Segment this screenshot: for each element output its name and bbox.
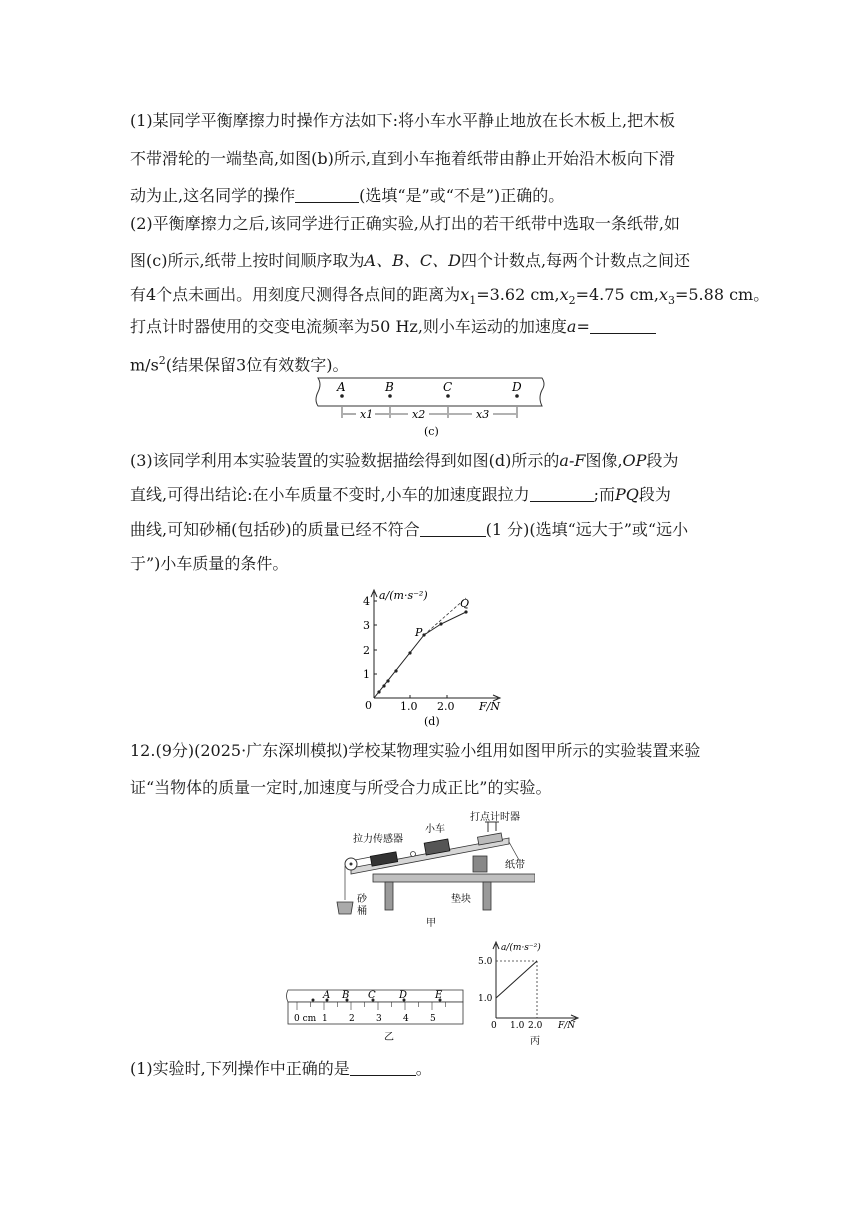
origin-label: 0 (365, 699, 372, 712)
point-label-e: E (435, 990, 443, 1001)
graph-bing-xlabel: F/N (558, 1021, 576, 1031)
subscript: 3 (667, 294, 675, 308)
equals: = (576, 317, 590, 336)
ytick: 1 (363, 668, 370, 681)
tape-point (312, 999, 315, 1002)
ruler-label: 0 cm (294, 1014, 317, 1024)
graph-bing-ylabel: a/(m·s⁻²) (501, 943, 541, 953)
unit: m/s (130, 355, 159, 375)
tape-point (388, 394, 392, 398)
point-labels: A、B、C、D (364, 251, 461, 270)
figure-jia-apparatus (333, 810, 535, 930)
point-label-d: D (399, 990, 408, 1001)
ruler-label: 4 (403, 1014, 409, 1024)
q11-p2-text: (结果保留3位有效数字)。 (165, 355, 349, 375)
label-sensor: 拉力传感器 (353, 834, 403, 845)
data-point (377, 690, 380, 693)
q11-p1-text: (选填“是”或“不是”)正确的。 (359, 186, 565, 205)
point-label-b: B (342, 990, 350, 1001)
ruler-label: 2 (349, 1014, 355, 1024)
figure-c-tape (312, 376, 548, 440)
q11-p1-line3 (130, 185, 564, 207)
figure-bing-graph (474, 940, 584, 1046)
xtick: 2.0 (528, 1021, 543, 1031)
q11-p3-text: (1 分)(选填“远大于”或“远小 (485, 520, 689, 539)
q12-line2: 证“当物体的质量一定时,加速度与所受合力成正比”的实验。 (130, 778, 552, 797)
figure-jia-caption: 甲 (426, 918, 436, 929)
q11-p3-line2 (130, 484, 671, 506)
point-label-q: Q (460, 597, 470, 610)
dim-x1: x1 (360, 408, 374, 421)
q11-p2-line1: (2)平衡摩擦力之后,该同学进行正确实验,从打出的若干纸带中选取一条纸带,如 (130, 214, 680, 233)
var-x: x (658, 285, 668, 304)
q11-p2-text: 图(c)所示,纸带上按时间顺序取为 (130, 251, 365, 270)
q11-p3-text: 直线,可得出结论:在小车质量不变时,小车的加速度跟拉力 (130, 485, 530, 504)
label-cart: 小车 (425, 824, 445, 835)
point-label-c: C (443, 380, 453, 394)
ytick: 2 (363, 644, 370, 657)
q11-p2-line3 (130, 284, 769, 312)
figure-c-caption: (c) (424, 425, 439, 438)
var-aF: a-F (559, 451, 586, 470)
answer-blank[interactable] (420, 520, 486, 537)
q11-p3-line4: 于”)小车质量的条件。 (130, 554, 289, 573)
data-point (464, 610, 467, 613)
ruler-label: 5 (430, 1014, 436, 1024)
q11-p3-text: 图像, (585, 451, 623, 470)
point-label-b: B (385, 380, 394, 394)
q11-p3-text: ;而 (593, 485, 615, 504)
xtick: 1.0 (400, 700, 418, 713)
var-OP: OP (622, 451, 647, 470)
tape-point (446, 394, 450, 398)
answer-blank[interactable] (295, 186, 359, 203)
subscript: 1 (469, 294, 477, 308)
figure-d-graph (358, 588, 508, 730)
figure-d-caption: (d) (424, 715, 440, 728)
q11-p3-line1 (130, 450, 678, 472)
dim-x3: x3 (476, 408, 490, 421)
tape-point (340, 394, 344, 398)
label-timer: 打点计时器 (470, 812, 520, 823)
q11-p1-text: 动为止,这名同学的操作 (130, 186, 296, 205)
answer-blank[interactable] (530, 485, 594, 502)
sand-bucket (337, 902, 353, 914)
figure-bing-caption: 丙 (530, 1036, 540, 1046)
data-point (408, 651, 411, 654)
ytick: 3 (363, 619, 370, 632)
q11-p3-text: 段为 (638, 485, 671, 504)
xtick: 1.0 (510, 1021, 525, 1031)
var-a: a (566, 317, 577, 336)
xtick: 2.0 (437, 700, 455, 713)
label-block: 垫块 (451, 894, 471, 905)
q11-p1-line2: 不带滑轮的一端垫高,如图(b)所示,直到小车拖着纸带由静止开始沿木板向下滑 (130, 149, 675, 168)
answer-blank[interactable] (350, 1059, 416, 1076)
figure-yi-ruler (283, 988, 467, 1048)
figure-yi-caption: 乙 (384, 1032, 394, 1043)
var-x: x (559, 285, 569, 304)
graph-d-ylabel: a/(m·s⁻²) (379, 589, 428, 602)
q12-sub1-line (130, 1058, 432, 1080)
graph-d-xlabel: F/N (479, 700, 500, 713)
tape-point (515, 394, 519, 398)
ruler-label: 3 (376, 1014, 382, 1024)
data-point (422, 633, 425, 636)
point-label-a: A (323, 990, 331, 1001)
var-PQ: PQ (614, 485, 639, 504)
q11-p3-text: (3)该同学利用本实验装置的实验数据描绘得到如图(d)所示的 (130, 451, 560, 470)
var-x: x (460, 285, 470, 304)
q11-p3-text: 段为 (646, 451, 679, 470)
point-label-a: A (337, 380, 346, 394)
label-bucket: 桶 (357, 906, 367, 917)
origin-label: 0 (491, 1021, 497, 1031)
q11-p3-line3 (130, 519, 688, 541)
point-label-c: C (368, 990, 376, 1001)
q11-p1-line1: (1)某同学平衡摩擦力时操作方法如下:将小车水平静止地放在长木板上,把木板 (130, 111, 676, 130)
data-point (439, 622, 442, 625)
ytick-high: 5.0 (478, 957, 493, 967)
data-point (382, 684, 385, 687)
superscript: 2 (158, 354, 166, 367)
subscript: 2 (568, 294, 576, 308)
point-label-d: D (512, 380, 522, 394)
value: =3.62 cm, (476, 285, 560, 304)
ruler-label: 1 (322, 1014, 328, 1024)
q12-sub1-text: 。 (415, 1059, 432, 1078)
q12-sub1-text: (1)实验时,下列操作中正确的是 (130, 1059, 350, 1078)
label-tape: 纸带 (505, 860, 525, 871)
data-point (394, 669, 397, 672)
q11-p3-text: 曲线,可知砂桶(包括砂)的质量已经不符合 (130, 520, 420, 539)
point-label-p: P (415, 626, 423, 639)
block (473, 856, 487, 872)
ytick-low: 1.0 (478, 994, 493, 1004)
q11-p2-text: 打点计时器使用的交变电流频率为50 Hz,则小车运动的加速度 (130, 317, 567, 336)
label-sand: 砂 (357, 894, 367, 905)
value: =5.88 cm。 (674, 285, 770, 304)
q11-p2-line5 (130, 350, 348, 376)
q11-p2-text: 四个计数点,每两个计数点之间还 (460, 251, 691, 270)
q11-p2-line4 (130, 316, 656, 338)
data-point (386, 679, 389, 682)
q12-line1: 12.(9分)(2025·广东深圳模拟)学校某物理实验小组用如图甲所示的实验装置来验 (130, 741, 701, 760)
value: =4.75 cm, (575, 285, 659, 304)
ytick: 4 (363, 595, 370, 608)
answer-blank[interactable] (590, 317, 656, 334)
dim-x2: x2 (412, 408, 426, 421)
q11-p2-line2 (130, 250, 690, 272)
q11-p2-text: 有4个点未画出。用刻度尺测得各点间的距离为 (130, 285, 461, 304)
graph-line (496, 961, 537, 998)
